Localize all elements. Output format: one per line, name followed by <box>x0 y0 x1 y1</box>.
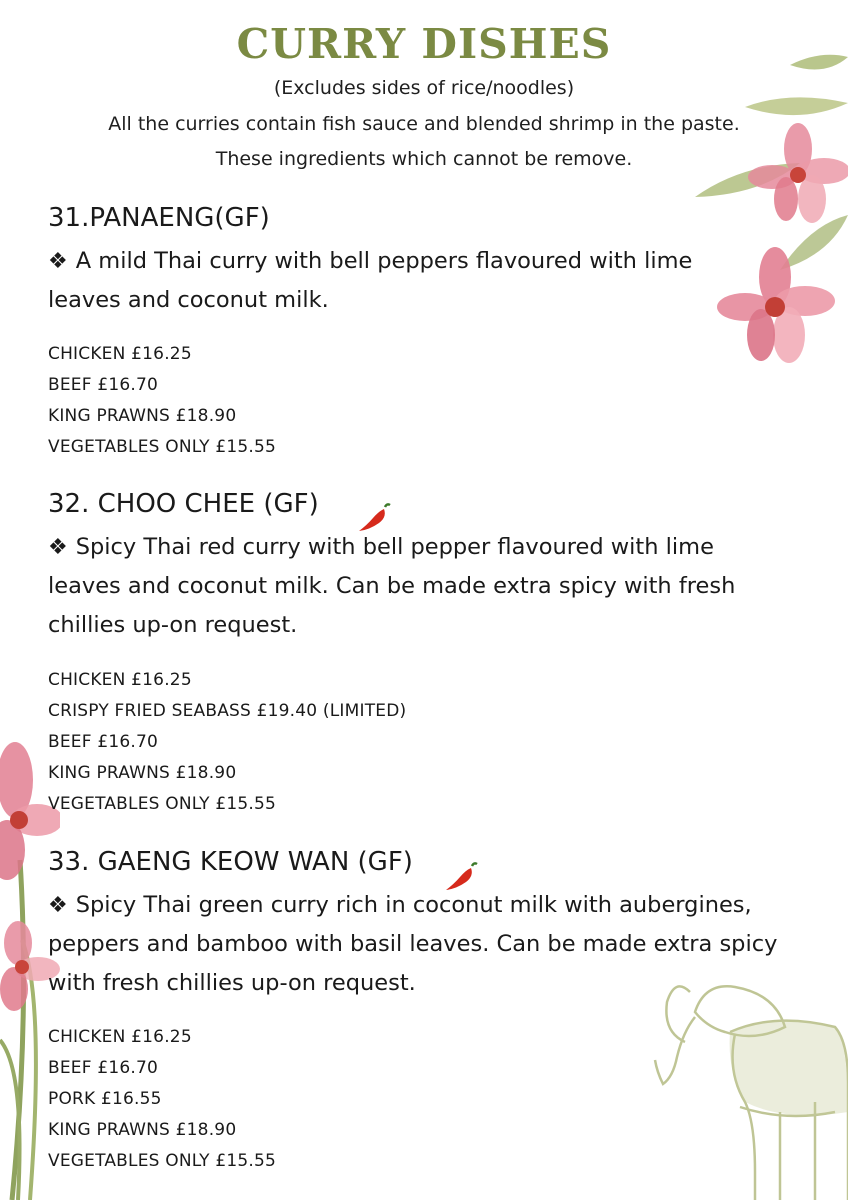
dish-title-panaeng: 31.PANAENG(GF) <box>48 203 270 233</box>
description-text: Spicy Thai green curry rich in coconut milk with aubergines, peppers and bamboo with basil leaves. Can be made extra spicy with fresh chillies up-on request. <box>48 892 778 996</box>
price-item: PORK £16.55 <box>48 1089 162 1109</box>
fish-sauce-note: All the curries contain fish sauce and blended shrimp in the paste. <box>108 113 740 135</box>
bullet-icon: ❖ <box>48 249 68 274</box>
price-item: KING PRAWNS £18.90 <box>48 1120 237 1140</box>
description-text: A mild Thai curry with bell peppers flavoured with lime leaves and coconut milk. <box>48 248 693 313</box>
price-item: KING PRAWNS £18.90 <box>48 406 237 426</box>
rice-noodles-note: (Excludes sides of rice/noodles) <box>273 77 575 99</box>
dish-description-gaeng-keow-wan <box>48 886 788 1003</box>
price-item: VEGETABLES ONLY £15.55 <box>48 437 277 457</box>
price-list-gaeng-keow-wan <box>48 1022 276 1177</box>
bullet-icon: ❖ <box>48 535 68 560</box>
price-item: BEEF £16.70 <box>48 375 159 395</box>
dish-title-gaeng-keow-wan: 33. GAENG KEOW WAN (GF) <box>48 847 413 877</box>
price-item: KING PRAWNS £18.90 <box>48 763 237 783</box>
price-item: BEEF £16.70 <box>48 732 159 752</box>
price-list-panaeng <box>48 339 276 463</box>
ingredients-note: These ingredients which cannot be remove. <box>215 148 633 170</box>
price-list-choo-chee <box>48 665 406 820</box>
dish-description-choo-chee <box>48 528 788 645</box>
dish-title-choo-chee: 32. CHOO CHEE (GF) <box>48 489 319 519</box>
price-item: VEGETABLES ONLY £15.55 <box>48 1151 277 1171</box>
price-item: VEGETABLES ONLY £15.55 <box>48 794 277 814</box>
elephant-illustration <box>635 972 848 1200</box>
price-item: CHICKEN £16.25 <box>48 1027 192 1047</box>
menu-title: CURRY DISHES <box>236 20 612 68</box>
price-item: CHICKEN £16.25 <box>48 344 192 364</box>
description-text: Spicy Thai red curry with bell pepper flavoured with lime leaves and coconut milk. Can be made extra spicy with fresh chillies up-on request. <box>48 534 736 638</box>
price-item: BEEF £16.70 <box>48 1058 159 1078</box>
dish-description-panaeng <box>48 242 748 320</box>
price-item: CRISPY FRIED SEABASS £19.40 (LIMITED) <box>48 701 407 721</box>
bullet-icon: ❖ <box>48 893 68 918</box>
price-item: CHICKEN £16.25 <box>48 670 192 690</box>
